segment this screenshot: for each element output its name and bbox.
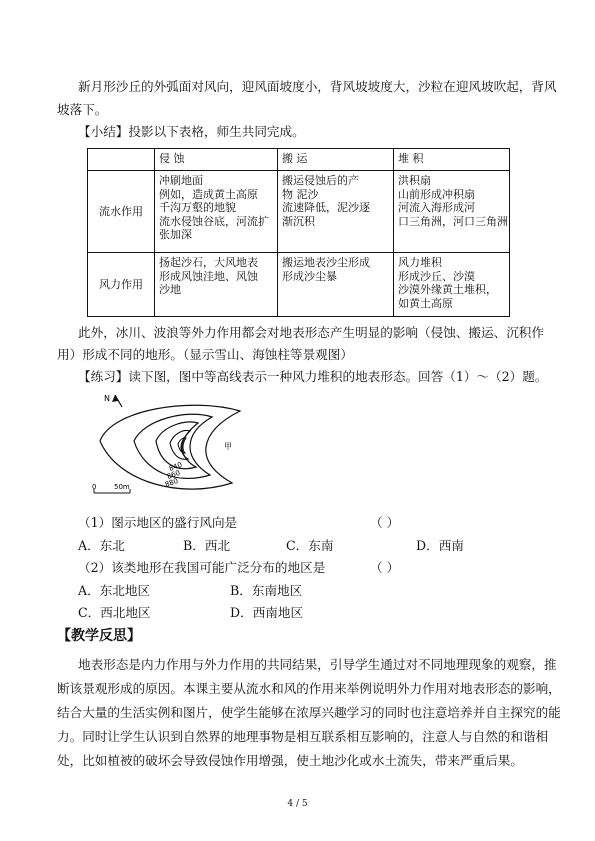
table-cell: 搬运侵蚀后的产 物 泥沙 流速降低，泥沙逐 渐沉积 [278,171,394,253]
table-cell: 扬起沙石，大风地表 形成风蚀洼地、风蚀 沙地 [155,253,278,317]
table-header-transport: 搬 运 [278,149,394,171]
option-b: B．西北 [183,538,231,553]
reflection-line: 力。同时让学生认识到自然界的地理事物是相互联系相互影响的，注意人与自然的和谐相 [57,729,549,744]
option-a: A．东北 [78,538,125,553]
table-cell: 风力堆积 形成沙丘、沙漠 沙漠外缘黄土堆积， 如黄土高原 [394,253,510,317]
table-cell: 搬运地表沙尘形成 形成沙尘暴 [278,253,394,317]
option-d: D．西南地区 [230,605,304,620]
option-d: D．西南 [416,538,464,553]
contour-label: 860 [165,468,182,481]
reflection-line: 结合大量的生活实例和图片，使学生能够在浓厚兴趣学习的同时也注意培养并自主探究的能 [57,705,561,720]
table-row [88,253,510,317]
contour-label: 880 [163,476,180,489]
contour-line-core [170,431,190,460]
paragraph-line: 坡落下。 [57,102,108,117]
table-row [88,171,510,253]
table-row-label: 风力作用 [88,253,155,317]
answer-bracket: （ ） [370,515,400,530]
table-cell: 洪积扇 山前形成冲积扇 河流入海形成河 口三角洲，河口三角洲 [394,171,510,253]
page-number: 4 / 5 [287,799,308,809]
paragraph-line: 此外，冰川、波浪等外力作用都会对地表形态产生明显的影响（侵蚀、搬运、沉积作 [78,325,544,340]
reflection-heading: 【教学反思】 [57,628,141,644]
reflection-line: 处，比如植被的破坏会导致侵蚀作用增强，使土地沙化或水土流失，带来严重后果。 [57,753,523,768]
option-c: C．东南 [286,538,334,553]
summary-table [87,148,510,317]
reflection-line: 断该景观形成的原因。本课主要从流水和风的作用来举例说明外力作用对地表形态的影响， [57,681,561,696]
scale-zero-label: 0 [92,483,97,491]
table-header-erosion: 侵 蚀 [155,149,278,171]
paragraph-line: 新月形沙丘的外弧面对风向，迎风面坡度小，背风坡坡度大，沙粒在迎风坡吹起，背风 [78,79,557,94]
question-stem: （2）该类地形在我国可能广泛分布的地区是 [78,560,326,575]
answer-bracket: （ ） [370,560,400,575]
paragraph-line: 用）形成不同的地形。（显示雪山、海蚀柱等景观图） [57,347,353,362]
table-cell: 冲刷地面 例如，造成黄土高原 千沟万壑的地貌 流水侵蚀谷底，河流扩 张加深 [155,171,278,253]
table-row-label: 流水作用 [88,171,155,253]
table-header-row [88,149,510,171]
windward-label: 甲 [224,442,232,451]
table-corner-cell [88,149,155,171]
contour-map-diagram [82,389,257,501]
reflection-line: 地表形态是内力作用与外力作用的共同结果，引导学生通过对不同地理现象的观察，推 [78,657,557,672]
question-stem: （1）图示地区的盛行风向是 [78,515,238,530]
table-header-deposition: 堆 积 [394,149,510,171]
summary-line: 【小结】投影以下表格，师生共同完成。 [78,124,305,139]
contour-label: 840 [167,460,184,473]
option-b: B．东南地区 [230,583,303,598]
option-c: C．西北地区 [78,605,151,620]
exercise-line: 【练习】读下图，图中等高线表示一种风力堆积的地表形态。回答（1）～（2）题。 [78,369,548,384]
north-label: N [104,394,110,403]
scale-length-label: 50m [114,483,130,491]
option-a: A．东北地区 [78,583,151,598]
